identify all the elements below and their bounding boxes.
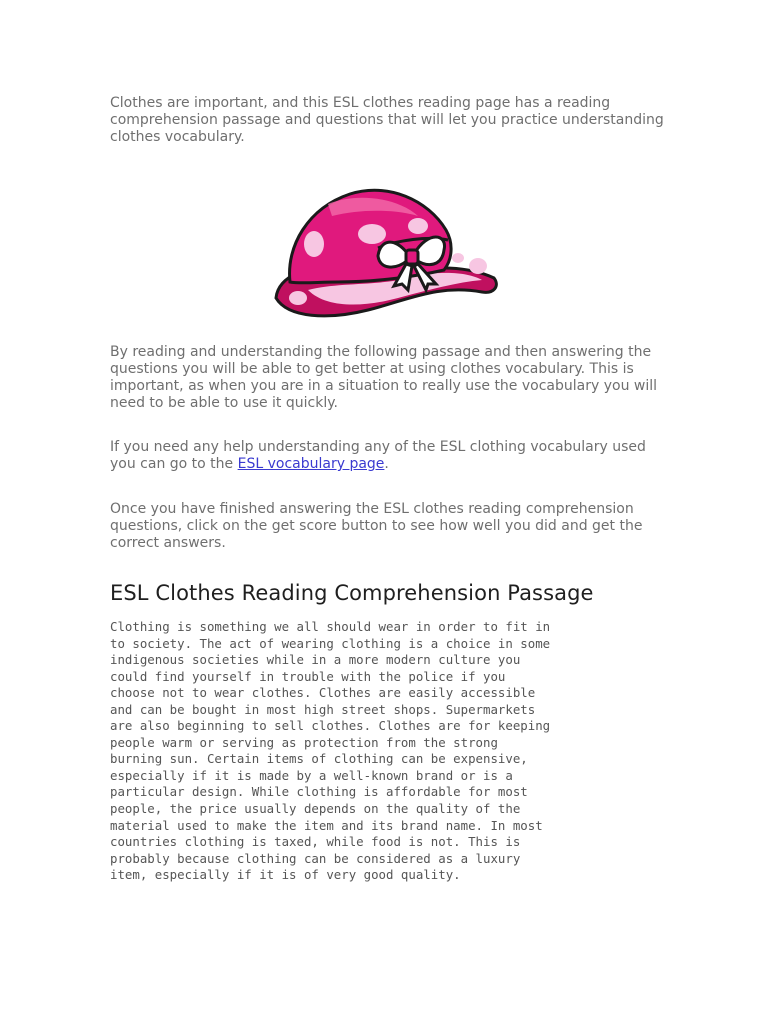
passage-line: could find yourself in trouble with the police if you <box>110 668 506 684</box>
passage-line: to society. The act of wearing clothing is a choice in some <box>110 635 551 651</box>
pink-hat-illustration <box>268 186 500 324</box>
intro-line: comprehension passage and questions that will let you practice understanding <box>110 112 664 128</box>
paragraph-line: If you need any help understanding any of the ESL clothing vocabulary used <box>110 439 646 455</box>
score-paragraph <box>110 501 670 552</box>
paragraph-line: questions, click on the get score button to see how well you did and get the <box>110 518 643 534</box>
intro-paragraph <box>110 95 670 146</box>
paragraph-line: By reading and understanding the following passage and then answering the <box>110 344 652 360</box>
passage-line: material used to make the item and its brand name. In most <box>110 817 543 833</box>
passage-line: are also beginning to sell clothes. Clothes are for keeping <box>110 718 551 734</box>
passage-line: especially if it is made by a well-known brand or is a <box>110 767 513 783</box>
passage-line: and can be bought in most high street shops. Supermarkets <box>110 701 536 717</box>
paragraph-line: important, as when you are in a situation to really use the vocabulary you will <box>110 378 658 394</box>
passage-line: item, especially if it is of very good quality. <box>110 867 461 883</box>
passage-line: people, the price usually depends on the quality of the <box>110 801 521 817</box>
passage-line: indigenous societies while in a more modern culture you <box>110 652 521 668</box>
passage-line: Clothing is something we all should wear in order to fit in <box>110 619 551 634</box>
section-heading: ESL Clothes Reading Comprehension Passage <box>110 581 594 605</box>
passage-line: burning sun. Certain items of clothing can be expensive, <box>110 751 528 767</box>
passage-line: probably because clothing can be considered as a luxury <box>110 850 521 866</box>
intro-line: Clothes are important, and this ESL clothes reading page has a reading <box>110 95 611 111</box>
passage-line: countries clothing is taxed, while food is not. This is <box>110 834 521 850</box>
paragraph-line: correct answers. <box>110 535 226 551</box>
paragraph-text: . <box>384 456 389 472</box>
intro-line: clothes vocabulary. <box>110 129 245 145</box>
passage-line: particular design. While clothing is affordable for most <box>110 784 528 800</box>
reading-passage <box>110 619 670 884</box>
pink-hat-icon <box>268 186 500 324</box>
passage-line: people warm or serving as protection from the strong <box>110 734 498 750</box>
paragraph-text: you can go to the <box>110 456 238 472</box>
esl-vocabulary-link[interactable]: ESL vocabulary page <box>237 456 385 472</box>
paragraph-line: need to be able to use it quickly. <box>110 395 338 411</box>
paragraph-line: questions you will be able to get better at using clothes vocabulary. This is <box>110 361 634 377</box>
passage-line: choose not to wear clothes. Clothes are easily accessible <box>110 685 536 701</box>
help-paragraph <box>110 439 670 473</box>
instructions-paragraph <box>110 344 670 412</box>
paragraph-line: Once you have finished answering the ESL clothes reading comprehension <box>110 501 634 517</box>
